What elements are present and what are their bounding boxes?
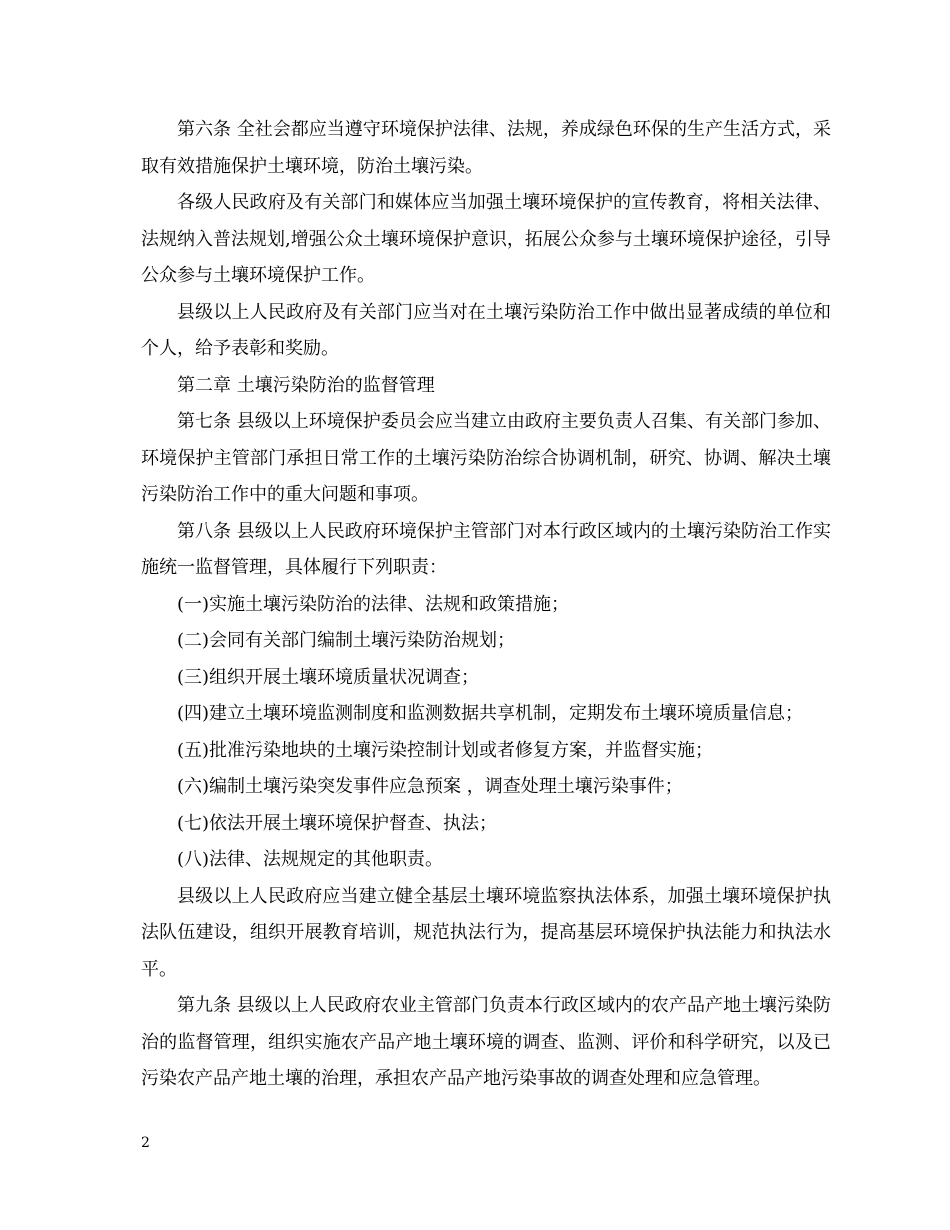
list-item-duty-7: (七)依法开展土壤环境保护督查、执法； [177, 812, 498, 834]
paragraph-commendation: 县级以上人民政府及有关部门应当对在土壤污染防治工作中做出显著成绩的单位和个人，给予表彰和奖励。 [141, 301, 831, 359]
list-item-duty-5: (五)批准污染地块的土壤污染控制计划或者修复方案，并监督实施； [177, 739, 714, 761]
list-item-duty-2: (二)会同有关部门编制土壤污染防治规划； [177, 630, 516, 651]
list-item-duty-6: (六)编制土壤污染突发事件应急预案 ，调查处理土壤污染事件； [177, 776, 683, 797]
paragraph-article-9: 第九条 县级以上人民政府农业主管部门负责本行政区域内的农产品产地土壤污染防治的监督管理，组织实施农产品产地土壤环境的调查、监测、评价和科学研究，以及已污染农产品产地土壤的治理，承担农产品产地污染事故的调查处理和应急管理。 [141, 995, 831, 1089]
paragraph-article-6: 第六条 全社会都应当遵守环境保护法律、法规，养成绿色环保的生产生活方式，采取有效措施保护土壤环境，防治土壤污染。 [141, 119, 831, 177]
page-number: 2 [141, 1135, 150, 1151]
list-item-duty-8: (八)法律、法规规定的其他职责。 [177, 849, 444, 870]
paragraph-publicity-education: 各级人民政府及有关部门和媒体应当加强土壤环境保护的宣传教育，将相关法律、法规纳入普法规划,增强公众土壤环境保护意识，拓展公众参与土壤环境保护途径，引导公众参与土壤环境保护工作。 [141, 192, 831, 286]
list-item-duty-3: (三)组织开展土壤环境质量状况调查； [177, 666, 480, 688]
list-item-duty-1: (一)实施土壤污染防治的法律、法规和政策措施； [177, 593, 570, 615]
paragraph-article-8: 第八条 县级以上人民政府环境保护主管部门对本行政区域内的土壤污染防治工作实施统一监督管理，具体履行下列职责： [141, 520, 831, 578]
chapter-2-heading: 第二章 土壤污染防治的监督管理 [177, 374, 435, 396]
list-item-duty-4: (四)建立土壤环境监测制度和监测数据共享机制，定期发布土壤环境质量信息； [177, 703, 804, 724]
document-body [141, 112, 831, 1098]
paragraph-enforcement-system: 县级以上人民政府应当建立健全基层土壤环境监察执法体系，加强土壤环境保护执法队伍建设，组织开展教育培训，规范执法行为，提高基层环境保护执法能力和执法水平。 [141, 885, 831, 980]
paragraph-article-7: 第七条 县级以上环境保护委员会应当建立由政府主要负责人召集、有关部门参加、环境保护主管部门承担日常工作的土壤污染防治综合协调机制，研究、协调、解决土壤污染防治工作中的重大问题和事项。 [141, 411, 831, 505]
